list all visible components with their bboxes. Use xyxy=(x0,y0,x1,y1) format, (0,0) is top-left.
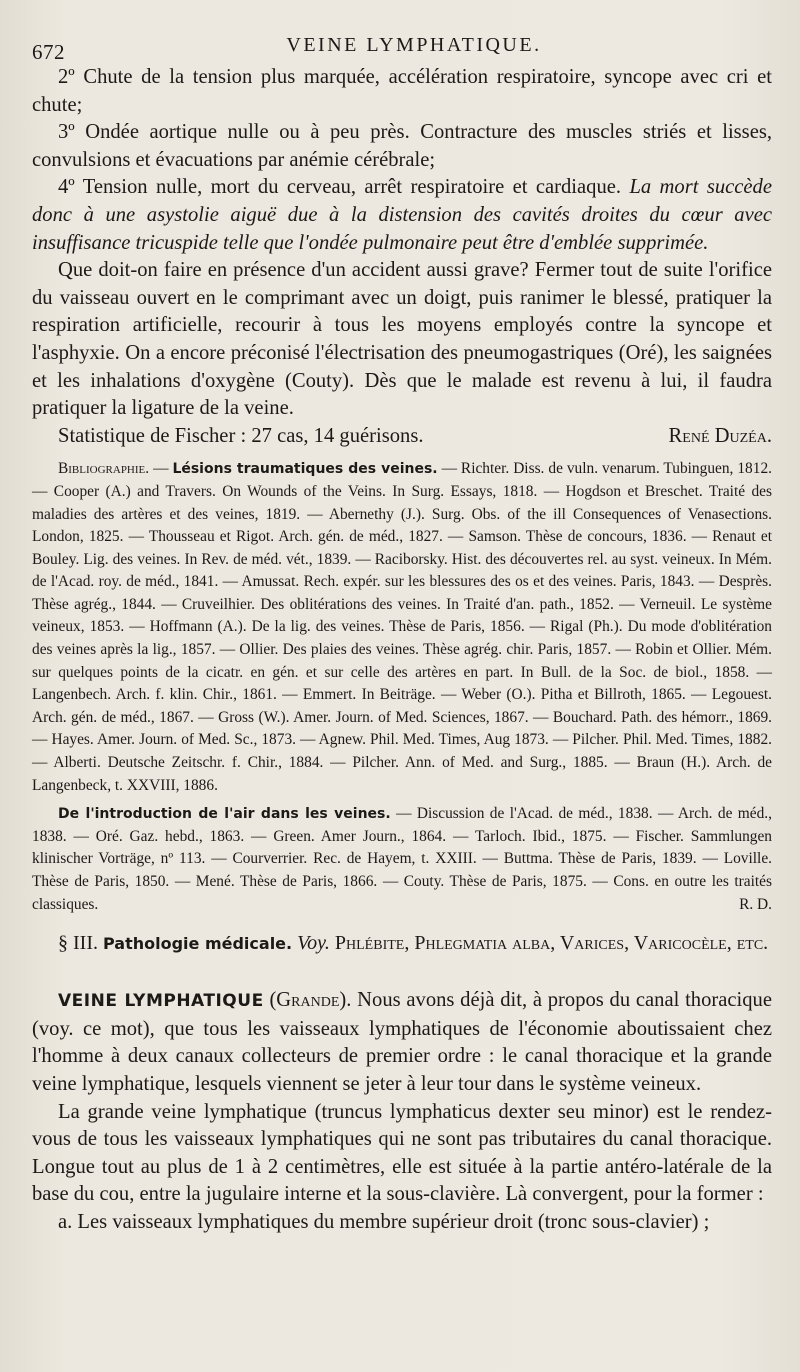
bibliography-text: — Discussion de l'Acad. de méd., 1838. — Arch. de méd., 1838. — Oré. Gaz. hebd., 1863. — Green. Amer Journ., 1864. — Tarloch. Ibid., 1875. — Fischer. Sammlungen klinischer Vorträge, nº 113. — Courverrier. Rec. de Hayem, t. XXIII. — Buttma. Thèse de Paris, 1839. — Loville. Thèse de Paris, 1850. — Mené. Thèse de Paris, 1866. — Couty. Thèse de Paris, 1875. — Cons. en outre les traités classiques. xyxy=(32,805,772,913)
running-head xyxy=(32,30,772,64)
bibliography-heading: Lésions traumatiques des veines. xyxy=(172,461,438,478)
bibliography-traumatic xyxy=(32,458,772,797)
entry-title: VEINE LYMPHATIQUE xyxy=(58,991,264,1012)
list-item-label: 3º xyxy=(58,121,75,144)
paragraph-treatment: Que doit-on faire en présence d'un accident aussi grave? Fermer tout de suite l'orifice du vaisseau ouvert en le comprimant avec un doigt, puis ranimer le blessé, pratiquer la respiration artificielle, recourir à tous les moyens employés contre la syncope et l'asphyxie. On a encore préconisé l'électrisation des pneumogastriques (Oré), les saignées et les inhalations d'oxygène (Couty). Dès que le malade est revenu à lui, il faudra pratiquer la ligature de la veine. xyxy=(32,259,772,420)
bibliography-text: — Richter. Diss. de vuln. venarum. Tubinguen, 1812. — Cooper (A.) and Travers. On Wounds of the Veins. In Surg. Essays, 1818. — Hogdson et Breschet. Traité des maladies des artères et des veines, 1819. — Abernethy (J.). Surg. Obs. of the ill Consequences of Venasections. London, 1825. — Thousseau et Rigot. Arch. gén. de méd., 1827. — Samson. Thèse de concours, 1836. — Renaut et Bouley. Lig. des veines. In Rev. de méd. vét., 1839. — Raciborsky. Hist. des découvertes rel. au syst. veineux. In Mém. de l'Acad. roy. de méd., 1841. — Amussat. Rech. expér. sur les blessures des os et des veines. Paris, 1843. — Desprès. Thèse agrég., 1844. — Cruveilhier. Des oblitérations des veines. In Traité d'an. path., 1852. — Verneuil. Le système veineux, 1853. — Hoffmann (A.). De la lig. des veines. Thèse de Paris, 1856. — Rigal (Ph.). Du mode d'oblitération des veines après la lig., 1857. — Ollier. Des plaies des veines. Thèse agrég. chir. Paris, 1857. — Robin et Ollier. Mém. sur quelques points de la cicatr. en gén. et sur celle des artères en part. In Bull. de la Soc. de biol., 1858. — Langenbech. Arch. f. klin. Chir., 1861. — Emmert. In Beiträge. — Weber (O.). Pitha et Billroth, 1865. — Legouest. Arch. gén. de méd., 1867. — Gross (W.). Amer. Journ. of Med. Sciences, 1867. — Bouchard. Path. des hémorr., 1869. — Hayes. Amer. Journ. of Med. Sc., 1873. — Agnew. Phil. Med. Times, Aug 1873. — Pilcher. Phil. Med. Times, 1882. — Alberti. Deutsche Zeitschr. f. Chir., 1884. — Pilcher. Ann. of Med. and Surg., 1885. — Braun (H.). Arch. de Langenbeck, t. XXVIII, 1886. xyxy=(32,460,772,794)
section-label: § III. xyxy=(58,932,98,955)
entry-paragraph: a. Les vaisseaux lymphatiques du membre supérieur droit (tronc sous-clavier) ; xyxy=(58,1210,710,1233)
section-voy: Voy. xyxy=(297,932,330,955)
bibliography-block xyxy=(32,458,772,916)
section-references: Phlébite, Phlegmatia alba, Varices, Varicocèle, etc. xyxy=(334,932,769,955)
section-pathologie-medicale xyxy=(32,930,772,957)
section-heading: Pathologie médicale. xyxy=(102,934,293,954)
section-paragraph xyxy=(32,930,772,957)
statistics-text: Statistique de Fischer : 27 cas, 14 guérisons. xyxy=(58,424,424,447)
list-item-text: Chute de la tension plus marquée, accélération respiratoire, syncope avec cri et chute; xyxy=(32,66,772,116)
list-item xyxy=(32,119,772,174)
list-block xyxy=(32,64,772,450)
bibliography-heading: De l'introduction de l'air dans les veines. xyxy=(58,806,391,823)
list-item-italic-conclusion: La mort succède donc à une asystolie aiguë due à la distension des cavités droites du cœur avec insuffisance tricuspide telle que l'ondée pulmonaire peut être d'emblée supprimée. xyxy=(32,176,772,254)
list-item-text: Tension nulle, mort du cerveau, arrêt respiratoire et cardiaque. xyxy=(82,176,622,199)
list-item-text: Ondée aortique nulle ou à peu près. Contracture des muscles striés et lisses, convulsions et évacuations par anémie cérébrale; xyxy=(32,121,772,171)
running-title: VEINE LYMPHATIQUE. xyxy=(286,34,542,56)
statistics-line xyxy=(32,423,772,451)
entry-paragraph: La grande veine lymphatique (truncus lymphaticus dexter seu minor) est le rendez-vous de tous les vaisseaux lymphatiques qui ne sont pas tributaires du canal thoracique. Longue tout au plus de 1 à 2 centimètres, elle est située à la partie antéro-latérale de la base du cou, entre la jugulaire interne et la sous-clavière. Là convergent, pour la former : xyxy=(32,1100,772,1206)
bibliography-label: Bibliographie. — xyxy=(58,460,169,478)
entry-text: Nous avons déjà dit, à propos du canal thoracique (voy. ce mot), que tous les vaisseaux lymphatiques de l'économie aboutissaient chez l'homme à deux canaux collecteurs de premier ordre : le canal thoracique et la grande veine lymphatique, lesquels viennent se jeter à leur tour dans le système veineux. xyxy=(32,989,772,1095)
entry-veine-lymphatique xyxy=(32,987,772,1236)
bibliography-air-embolism xyxy=(32,803,772,916)
entry-qualifier: (Grande). xyxy=(269,989,352,1012)
list-item xyxy=(32,64,772,119)
entry-paragraph xyxy=(32,987,772,1098)
page-number: 672 xyxy=(32,40,65,64)
list-item-label: 4º xyxy=(58,176,75,199)
list-item-label: 2º xyxy=(58,66,75,88)
author-signature: René Duzéa. xyxy=(668,424,772,447)
list-item xyxy=(32,174,772,257)
bibliography-signature: R. D. xyxy=(739,895,772,913)
